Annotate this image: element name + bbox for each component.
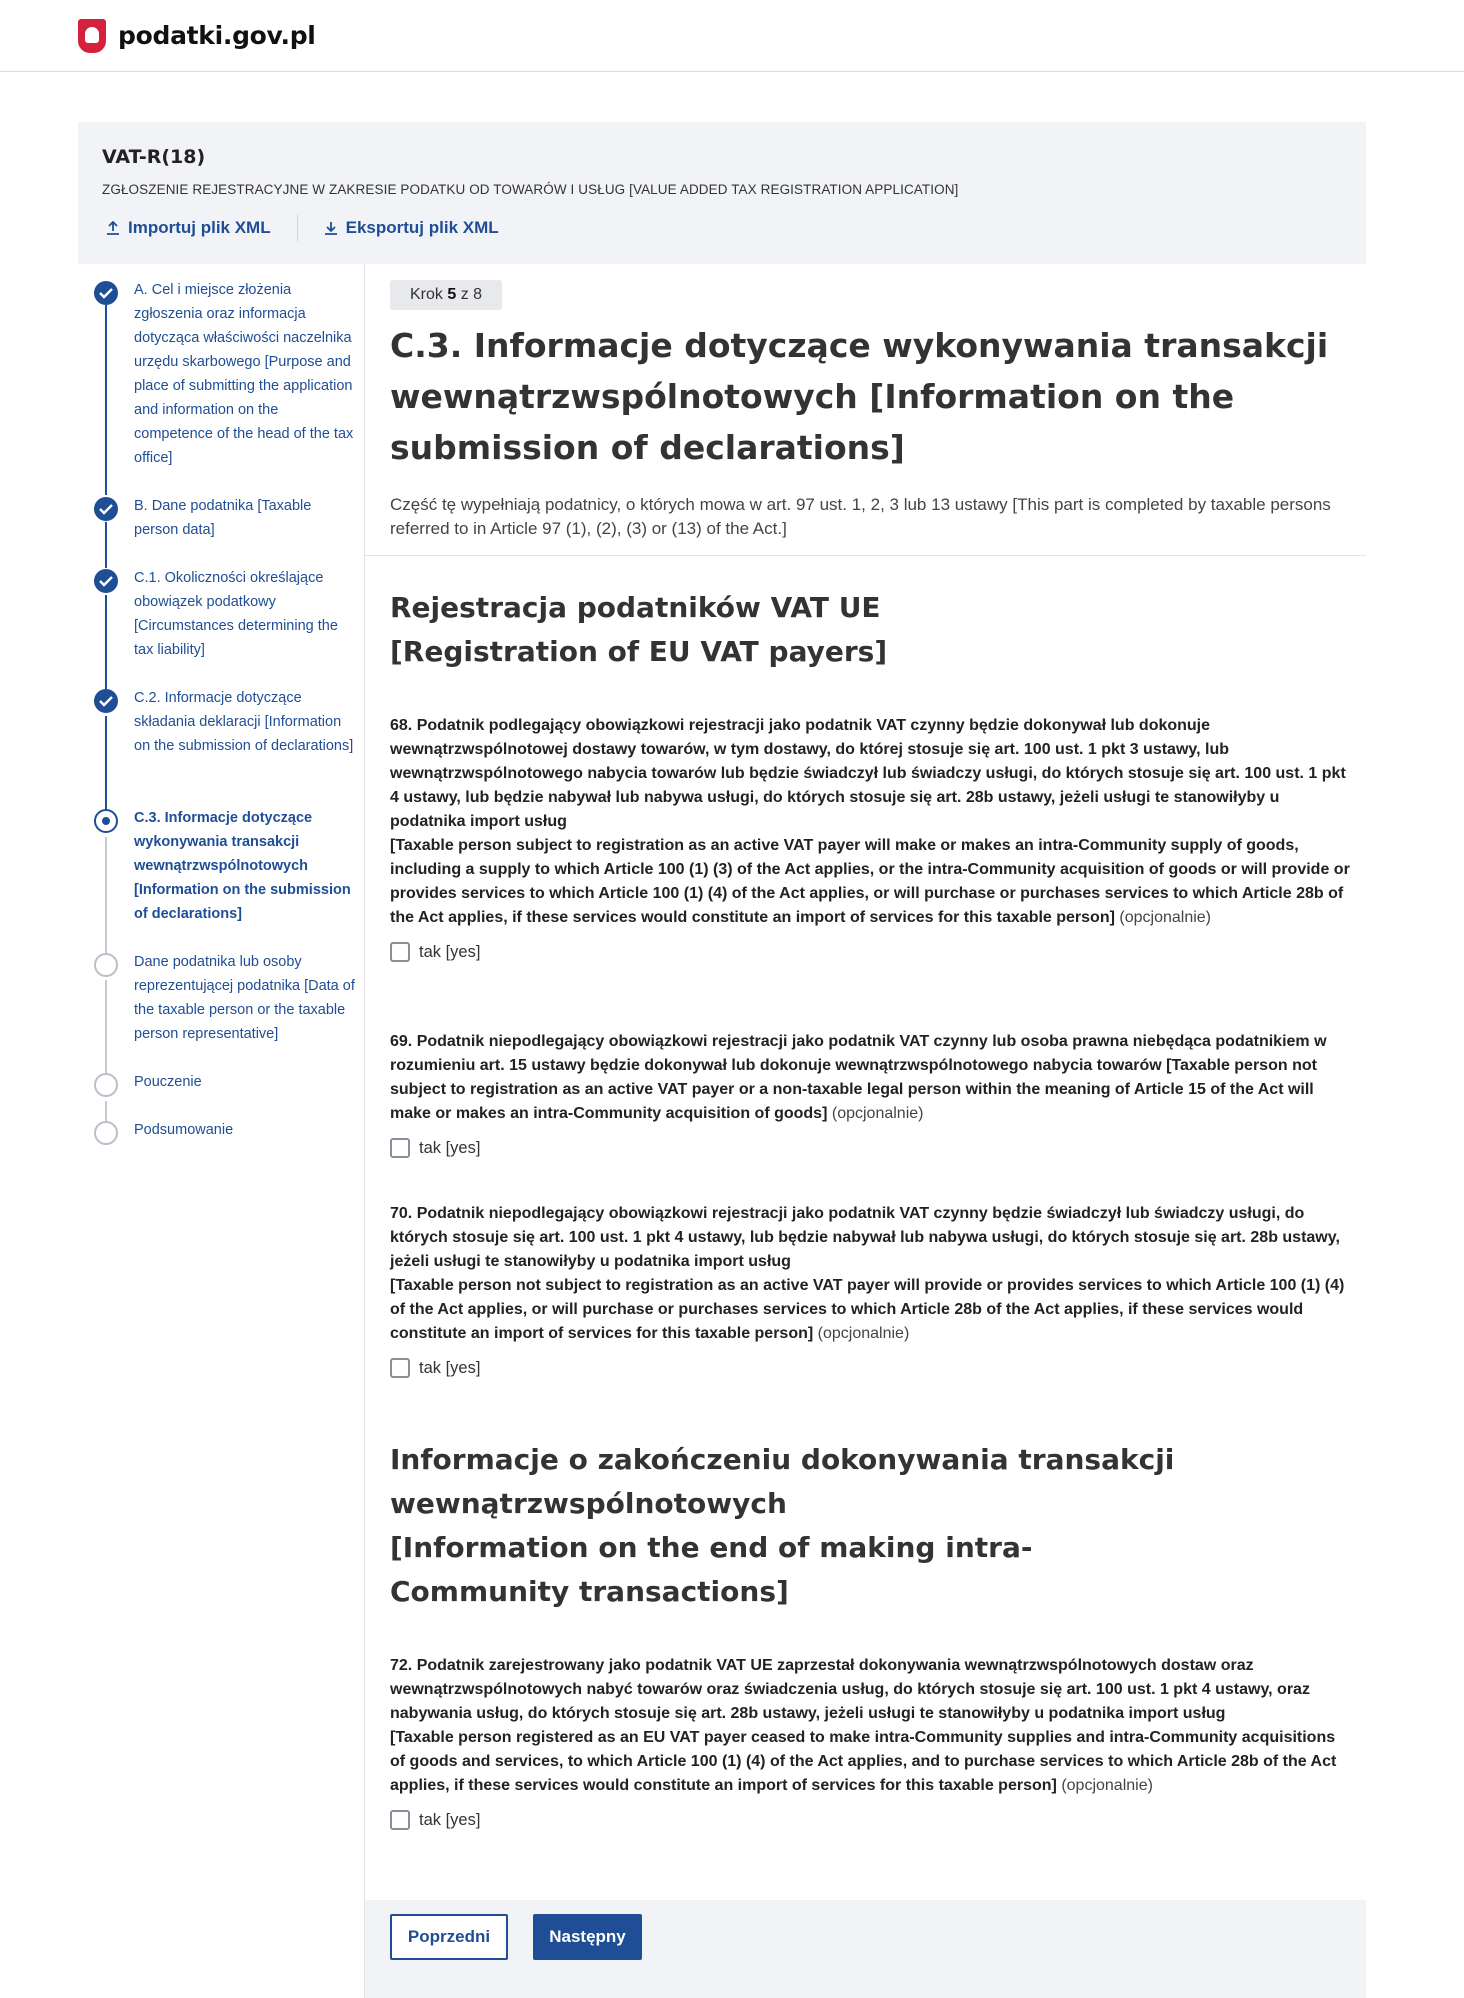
form-subtitle: ZGŁOSZENIE REJESTRACYJNE W ZAKRESIE PODATKU OD TOWARÓW I USŁUG [VALUE ADDED TAX REGISTRATION APPLICATION] xyxy=(102,182,959,197)
sidebar-step-label: B. Dane podatnika [Taxable person data] xyxy=(134,498,312,538)
checkbox-label: tak [yes] xyxy=(419,1810,481,1829)
question-70-text xyxy=(390,1202,1350,1346)
q68-yes-checkbox[interactable] xyxy=(390,942,1350,962)
section-description: Część tę wypełniają podatnicy, o których mowa w art. 97 ust. 1, 2, 3 lub 13 ustawy [This part is completed by taxable persons referred to in Article 97 (1), (2), (3) or (13) of the Act.] xyxy=(390,495,1331,538)
subsection-title: Informacje o zakończeniu dokonywania transakcji wewnątrzwspólnotowych xyxy=(390,1443,1175,1520)
xml-actions xyxy=(102,215,1342,241)
main-content xyxy=(390,280,1350,541)
checkbox-label: tak [yes] xyxy=(419,942,481,961)
check-icon xyxy=(94,281,118,305)
sidebar-step-person-data[interactable] xyxy=(78,950,358,1070)
sidebar-step-label: A. Cel i miejsce złożenia zgłoszenia oraz informacja dotycząca właściwości naczelnika urzędu skarbowego [Purpose and place of submitting the application and information on the competence of the head of the tax office] xyxy=(134,282,354,466)
sidebar-step-c3[interactable] xyxy=(78,806,358,950)
subsection-end-transactions xyxy=(390,1438,1210,1614)
sidebar-step-summary[interactable] xyxy=(78,1118,358,1166)
download-icon xyxy=(324,221,338,235)
pending-step-icon xyxy=(94,1121,118,1145)
question-text: 68. Podatnik podlegający obowiązkowi rejestracji jako podatnik VAT czynny będzie dokonywał lub dokonuje wewnątrzwspólnotowej dostawy towarów, w tym dostawy, do której stosuje się art. 100 ust. 1 pkt 3 ustawy, lub wewnątrzwspólnotowego nabycia towarów lub będzie świadczył lub świadczy usługi, do których stosuje się art. 100 ust. 1 pkt 4 ustawy, lub będzie nabywał lub nabywa usługi, do których stosuje się art. 28b ustawy, jeżeli usługi te stanowiłyby u podatnika import usług [Taxable person subject to registration as an active VAT payer will make or makes an intra-Community supply of goods, including a supply to which Article 100 (1) (3) of the Act applies, or the intra-Community acquisition of goods or will provide or provides services to which Article 100 (1) (4) of the Act applies, or will purchase or purchases services to which Article 28b of the Act applies, if these services would constitute an import of services for this taxable person] xyxy=(390,717,1350,926)
sidebar-step-label: Podsumowanie xyxy=(134,1122,234,1138)
export-xml-button[interactable] xyxy=(320,218,503,238)
page-title: C.3. Informacje dotyczące wykonywania transakcji wewnątrzwspólnotowych [Information on the submission of declarations] xyxy=(390,326,1329,467)
checkbox[interactable] xyxy=(390,1810,410,1830)
top-bar xyxy=(0,0,1464,72)
previous-button[interactable]: Poprzedni xyxy=(390,1914,508,1960)
question-text: 72. Podatnik zarejestrowany jako podatnik VAT UE zaprzestał dokonywania wewnątrzwspólnotowych dostaw oraz wewnątrzwspólnotowych nabyć towarów oraz świadczenia usług, do których stosuje się art. 100 ust. 1 pkt 4 ustawy, oraz nabywania usług, do których stosuje się art. 28b ustawy, jeżeli usługi te stanowiłyby u podatnika import usług [Taxable person registered as an EU VAT payer ceased to make intra-Community supplies and intra-Community acquisitions of goods and services, to which Article 100 (1) (4) of the Act applies, and to purchase services to which Article 28b of the Act applies, if these services would constitute an import of services for this taxable person] xyxy=(390,1657,1337,1794)
sidebar-step-label: C.1. Okoliczności określające obowiązek podatkowy [Circumstances determining the tax liability] xyxy=(134,570,338,658)
pending-step-icon xyxy=(94,953,118,977)
sidebar-step-label: Dane podatnika lub osoby reprezentującej podatnika [Data of the taxable person or the taxable person representative] xyxy=(134,954,355,1042)
question-text: 70. Podatnik niepodlegający obowiązkowi rejestracji jako podatnik VAT czynny będzie świadczył lub świadczy usługi, do których stosuje się art. 100 ust. 1 pkt 4 ustawy, lub będzie nabywał lub nabywa usługi, do których stosuje się art. 28b ustawy, jeżeli usługi te stanowiłyby u podatnika import usług [Taxable person not subject to registration as an active VAT payer will provide or provides services to which Article 100 (1) (4) of the Act applies, or will purchase or purchases services to which Article 28b of the Act applies, if these services would constitute an import of services for this taxable person] xyxy=(390,1205,1345,1342)
import-xml-label: Importuj plik XML xyxy=(128,218,271,237)
step-separator: z xyxy=(460,286,469,303)
sidebar-step-instruction[interactable] xyxy=(78,1070,358,1118)
next-button[interactable]: Następny xyxy=(533,1914,642,1960)
subsection-eu-registration xyxy=(390,586,1350,674)
optional-label: (opcjonalnie) xyxy=(1061,1777,1153,1794)
import-xml-button[interactable] xyxy=(102,218,275,238)
question-72 xyxy=(390,1654,1350,1830)
step-navigation xyxy=(78,278,358,1166)
sidebar-step-label: Pouczenie xyxy=(134,1074,202,1090)
subsection-title-en: [Information on the end of making intra-Community transactions] xyxy=(390,1531,1033,1608)
current-step-icon xyxy=(94,809,118,833)
optional-label: (opcjonalnie) xyxy=(1119,909,1211,926)
poland-emblem-icon xyxy=(78,19,106,53)
question-69 xyxy=(390,1030,1350,1158)
sidebar-divider xyxy=(364,264,365,1998)
check-icon xyxy=(94,689,118,713)
form-header xyxy=(78,122,1366,264)
step-counter-badge xyxy=(390,280,502,310)
form-footer xyxy=(365,1900,1366,1998)
pending-step-icon xyxy=(94,1073,118,1097)
step-total: 8 xyxy=(473,286,483,303)
checkbox[interactable] xyxy=(390,942,410,962)
sidebar-step-label: C.3. Informacje dotyczące wykonywania transakcji wewnątrzwspólnotowych [Information on the submission of declarations] xyxy=(134,810,351,922)
step-current: 5 xyxy=(447,286,457,303)
optional-label: (opcjonalnie) xyxy=(817,1325,910,1342)
question-68-text xyxy=(390,714,1350,930)
check-icon xyxy=(94,497,118,521)
optional-label: (opcjonalnie) xyxy=(831,1105,924,1122)
sidebar-step-label: C.2. Informacje dotyczące składania deklaracji [Information on the submission of declarations] xyxy=(134,690,354,754)
question-70 xyxy=(390,1202,1350,1378)
checkbox-label: tak [yes] xyxy=(419,1138,481,1157)
upload-icon xyxy=(106,221,120,235)
subsection-title: Rejestracja podatników VAT UE xyxy=(390,591,881,624)
export-xml-label: Eksportuj plik XML xyxy=(345,218,499,237)
q69-yes-checkbox[interactable] xyxy=(390,1138,1350,1158)
sidebar-step-a[interactable] xyxy=(78,278,358,494)
section-divider xyxy=(365,555,1366,556)
q72-yes-checkbox[interactable] xyxy=(390,1810,1350,1830)
subsection-title-en: [Registration of EU VAT payers] xyxy=(390,635,888,668)
checkbox[interactable] xyxy=(390,1358,410,1378)
sidebar-step-c1[interactable] xyxy=(78,566,358,686)
form-code: VAT-R(18) xyxy=(102,146,206,168)
sidebar-step-b[interactable] xyxy=(78,494,358,566)
question-68 xyxy=(390,714,1350,962)
step-prefix: Krok xyxy=(410,286,443,303)
checkbox[interactable] xyxy=(390,1138,410,1158)
question-72-text xyxy=(390,1654,1350,1798)
question-69-text xyxy=(390,1030,1350,1126)
checkbox-label: tak [yes] xyxy=(419,1358,481,1377)
site-logo-text[interactable]: podatki.gov.pl xyxy=(118,21,316,50)
divider xyxy=(297,215,298,241)
q70-yes-checkbox[interactable] xyxy=(390,1358,1350,1378)
sidebar-step-c2[interactable] xyxy=(78,686,358,806)
question-text: 69. Podatnik niepodlegający obowiązkowi rejestracji jako podatnik VAT czynny lub osoba prawna niebędąca podatnikiem w rozumieniu art. 15 ustawy będzie dokonywał lub dokonuje wewnątrzwspólnotowego nabycia towarów [Taxable person not subject to registration as an active VAT payer or a non-taxable legal person within the meaning of Article 15 of the Act will make or makes an intra-Community acquisition of goods] xyxy=(390,1033,1327,1122)
check-icon xyxy=(94,569,118,593)
